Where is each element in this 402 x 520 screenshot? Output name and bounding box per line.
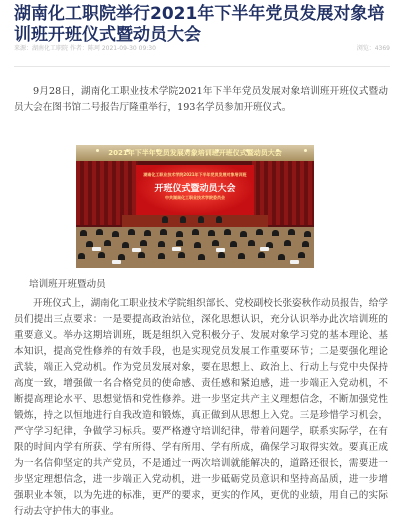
photo-audience	[76, 227, 314, 268]
photo-stage-screen	[136, 165, 254, 215]
screen-title: 开班仪式暨动员大会	[154, 184, 236, 194]
article-headline: 湖南化工职院举行2021年下半年党员发展对象培训班开班仪式暨动员大会	[14, 4, 385, 45]
article-meta	[14, 45, 390, 53]
header-divider	[14, 66, 390, 67]
article-source: 来源：湖南化工职院 作者：陈珂	[14, 45, 100, 52]
photo-banner-text: 2021年下半年党员发展对象培训班开班仪式暨动员大会	[108, 149, 282, 157]
section-heading: 培训班开班暨动员	[29, 279, 106, 290]
article-paragraph-intro: 9月28日，湖南化工职业技术学院2021年下半年党员发展对象培训班开班仪式暨动员大会在图书馆二号报告厅隆重举行，193名学员参加开班仪式。	[14, 86, 388, 113]
article-view-count: 浏览：4369	[356, 45, 390, 52]
article-paragraph-body: 开班仪式上，湖南化工职业技术学院组织部长、党校副校长张姿秋作动员报告，给学员们提出三点要求：一是要提高政治站位，深化思想认识，充分认识举办此次培训班的重要意义。举办这期培训班，既是组织入党积极分子、发展对象学习党的基本理论、基本知识，提高党性修养的有效手段，也是实现党员发展工作重要环节；二是要强化理论武装，端正入党动机。作为党员发展对象，要在思想上、政治上、行动上与党中央保持高度一致，增强做一名合格党员的使命感、责任感和紧迫感，进一步端正入党动机，不断提高理论水平、思想觉悟和党性修养。进一步坚定共产主义理想信念，不断加强党性锻炼，持之以恒地进行自我改造和锻炼，真正做到从思想上入党。三是珍惜学习机会，严守学习纪律，争做学习标兵。要严格遵守培训纪律，带着问题学，联系实际学，在有限的时间内学有所获、学有所得、学有所用、学有所成，确保学习取得实效。要真正成为一名信仰坚定的共产党员，不是通过一两次培训就能解决的，道路还很长，需要进一步坚定理想信念，进一步端正入党动机，进一步砥砺党员意识和坚持高品质，进一步增强职业本领，以为先进的标准，更严的要求，更实的作风，更优的业绩，用自己的实际行动去守护伟大的事业。	[14, 298, 388, 517]
article-publish-time: 2021-09-30 09:30	[101, 45, 156, 52]
screen-subtitle: 湖南化工职业技术学院2021年下半年党员发展对象培训班	[143, 172, 247, 177]
screen-organizer: 中共湖南化工职业技术学院委员会	[165, 195, 225, 200]
meeting-hall-photo	[76, 145, 314, 268]
